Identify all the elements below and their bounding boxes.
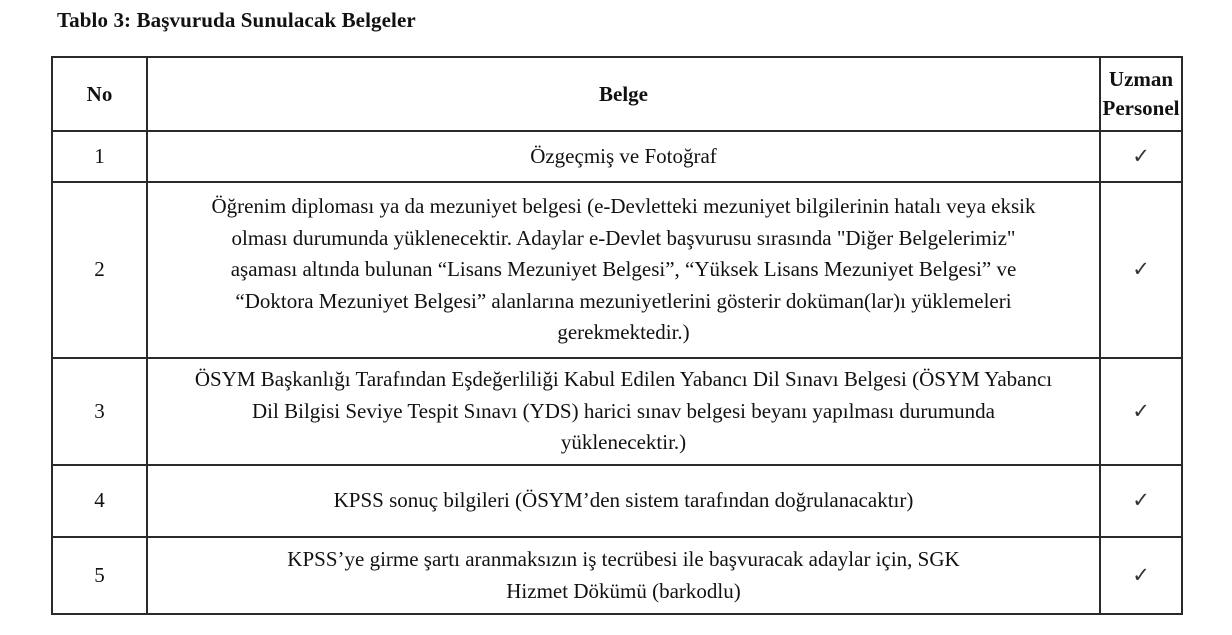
document-text: KPSS sonuç bilgileri (ÖSYM’den sistem tarafından doğrulanacaktır): [333, 488, 914, 513]
checkmark-icon: ✓: [1100, 182, 1182, 358]
row-number: 5: [52, 537, 147, 614]
table-row: [52, 537, 1182, 614]
checkmark-icon: ✓: [1100, 537, 1182, 614]
row-document: [147, 182, 1100, 358]
documents-table: [51, 56, 1183, 615]
header-personel: Personel: [1102, 96, 1180, 120]
row-number: 3: [52, 358, 147, 465]
document-text: Özgeçmiş ve Fotoğraf: [530, 143, 717, 168]
table-row: [52, 358, 1182, 465]
row-document: [147, 537, 1100, 614]
row-number: 2: [52, 182, 147, 358]
table-row: [52, 131, 1182, 182]
checkmark-icon: ✓: [1100, 358, 1182, 465]
row-document: [147, 358, 1100, 465]
document-text: Öğrenim diploması ya da mezuniyet belgesi (e-Devletteki mezuniyet bilgilerinin hatalı veya eksik olması durumunda yüklenecektir. Adaylar e-Devlet başvurusu sırasında "Diğer Belgelerimiz" aşaması altında bulunan “Lisans Mezuniyet Belgesi”, “Yüksek Lisans Mezuniyet Belgesi” ve “Doktora Mezuniyet Belgesi” alanlarına mezuniyetlerini gösterir doküman(lar)ı yüklemeleri gerekmektedir.): [211, 194, 1036, 345]
header-uzman: Uzman: [1108, 67, 1174, 91]
header-no: No: [52, 57, 147, 131]
document-text: ÖSYM Başkanlığı Tarafından Eşdeğerliliği Kabul Edilen Yabancı Dil Sınavı Belgesi (ÖSYM Yabancı Dil Bilgisi Seviye Tespit Sınavı (YDS) harici sınav belgesi beyanı yapılması durumunda yüklenecektir.): [194, 367, 1053, 455]
row-document: [147, 131, 1100, 182]
table-caption: Tablo 3: Başvuruda Sunulacak Belgeler: [57, 8, 416, 32]
document-text: KPSS’ye girme şartı aranmaksızın iş tecrübesi ile başvuracak adaylar için, SGK Hizmet Dökümü (barkodlu): [287, 547, 960, 603]
table-row: [52, 182, 1182, 358]
row-number: 1: [52, 131, 147, 182]
header-uzman-personel: [1100, 57, 1182, 131]
row-document: [147, 465, 1100, 537]
table-header-row: [52, 57, 1182, 131]
table-row: [52, 465, 1182, 537]
row-number: 4: [52, 465, 147, 537]
header-belge: Belge: [147, 57, 1100, 131]
checkmark-icon: ✓: [1100, 131, 1182, 182]
checkmark-icon: ✓: [1100, 465, 1182, 537]
